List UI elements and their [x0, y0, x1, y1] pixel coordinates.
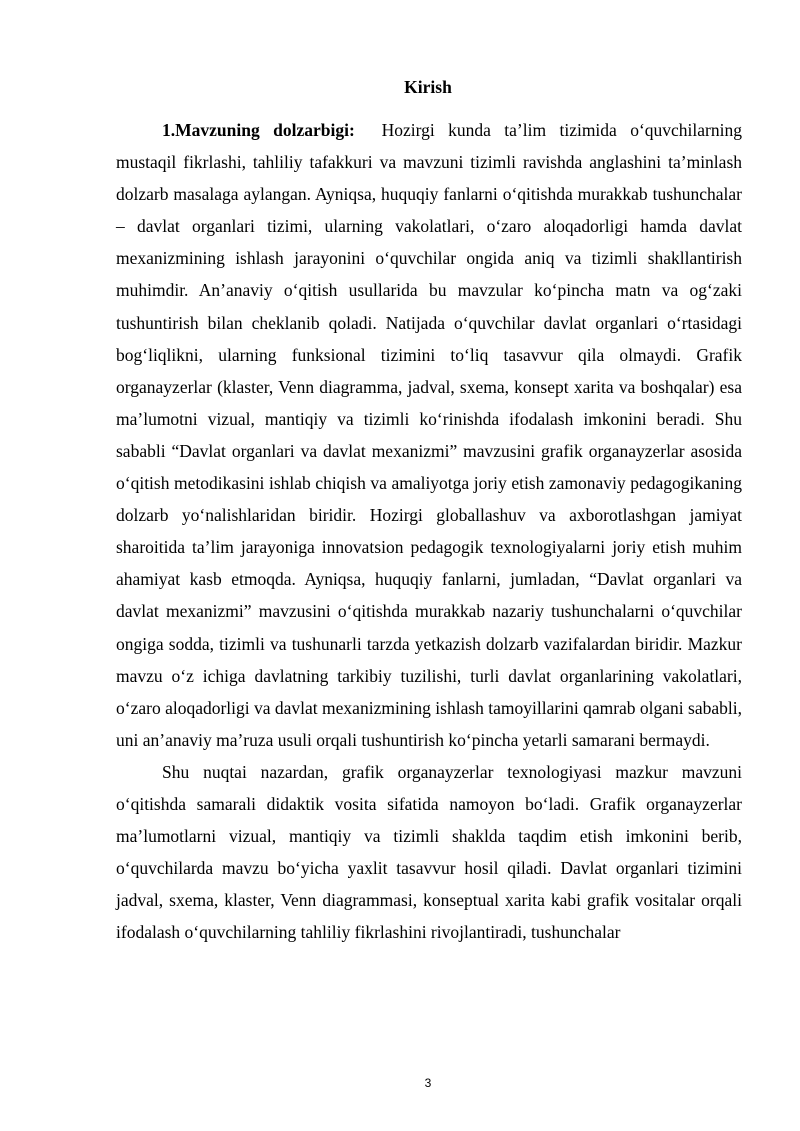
section-heading: 1.Mavzuning dolzarbigi:	[162, 120, 355, 140]
page-number: 3	[424, 1076, 432, 1090]
page-title: Kirish	[404, 77, 452, 97]
document-body	[116, 114, 742, 948]
paragraph-relevance	[116, 114, 742, 756]
paragraph-text: Shu nuqtai nazardan, grafik organayzerlar texnologiyasi mazkur mavzuni o‘qitishda samarali didaktik vosita sifatida namoyon bo‘ladi. Grafik organayzerlar ma’lumotlarni vizual, mantiqiy va tizimli shaklda taqdim etish imkonini berib, o‘quvchilarda mavzu bo‘yicha yaxlit tasavvur hosil qiladi. Davlat organlari tizimini jadval, sxema, klaster, Venn diagrammasi, konseptual xarita kabi grafik vositalar orqali ifodalash o‘quvchilarning tahliliy fikrlashini rivojlantiradi, tushunchalar	[116, 761, 742, 943]
paragraph-text: Hozirgi kunda ta’lim tizimida o‘quvchilarning mustaqil fikrlashi, tahliliy tafakkuri va mavzuni tizimli ravishda anglashini ta’minlash dolzarb masalaga aylangan. Ayniqsa, huquqiy fanlarni o‘qitishda murakkab tushunchalar – davlat organlari tizimi, ularning vakolatlari, o‘zaro aloqadorligi hamda davlat mexanizmining ishlash jarayonini o‘quvchilar ongida aniq va tizimli shakllantirish muhimdir. An’anaviy o‘qitish usullarida bu mavzular ko‘pincha matn va og‘zaki tushuntirish bilan cheklanib qoladi. Natijada o‘quvchilar davlat organlari o‘rtasidagi bog‘liqlikni, ularning funksional tizimini to‘liq tasavvur qila olmaydi. Grafik organayzerlar (klaster, Venn diagramma, jadval, sxema, konsept xarita va boshqalar) esa ma’lumotni vizual, mantiqiy va tizimli ko‘rinishda ifodalash imkonini beradi. Shu sababli “Davlat organlari va davlat mexanizmi” mavzusini grafik organayzerlar asosida o‘qitish metodikasini ishlab chiqish va amaliyotga joriy etish zamonaviy pedagogikaning dolzarb yo‘nalishlaridan biridir. Hozirgi globallashuv va axborotlashgan jamiyat sharoitida ta’lim jarayoniga innovatsion pedagogik texnologiyalarni joriy etish muhim ahamiyat kasb etmoqda. Ayniqsa, huquqiy fanlarni, jumladan, “Davlat organlari va davlat mexanizmi” mavzusini o‘qitishda murakkab nazariy tushunchalarni o‘quvchilar ongiga sodda, tizimli va tushunarli tarzda yetkazish dolzarb vazifalardan biridir. Mazkur mavzu o‘z ichiga davlatning tarkibiy tuzilishi, turli davlat organlarining vakolatlari, o‘zaro aloqadorligi va davlat mexanizmining ishlash tamoyillarini qamrab olgani sababli, uni an’anaviy ma’ruza usuli orqali tushuntirish ko‘pincha yetarli samarani bermaydi.	[116, 120, 742, 750]
paragraph-graphic-organizers	[116, 756, 742, 949]
